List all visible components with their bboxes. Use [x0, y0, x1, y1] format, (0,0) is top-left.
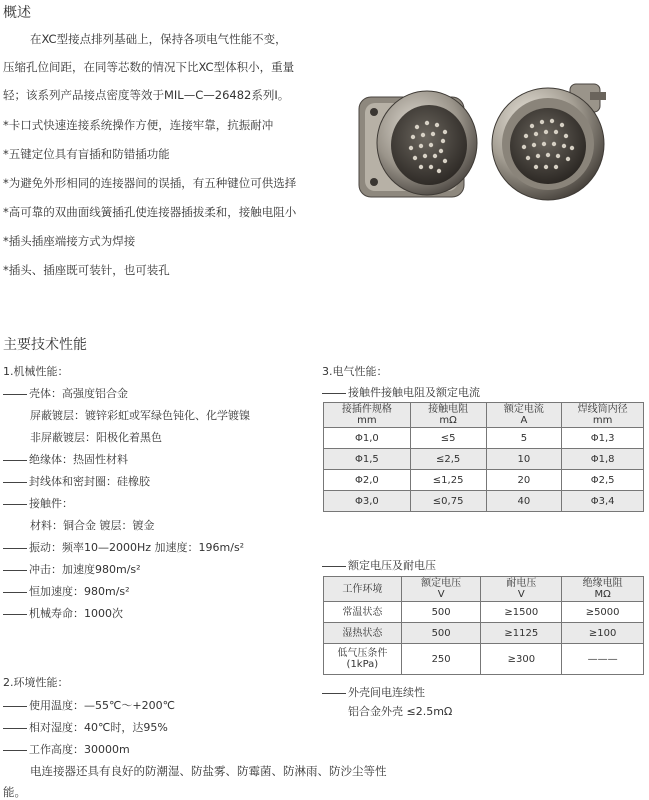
environment-line [3, 697, 175, 713]
table-cell: Φ3,0 [324, 491, 411, 512]
mechanical-line [3, 495, 73, 511]
mechanical-text: 振动：频率10—2000Hz 加速度：196m/s² [29, 541, 245, 554]
table-cell: ——— [562, 644, 644, 675]
feature-bullet: *插头插座端接方式为焊接 [3, 234, 136, 248]
table-cell: Φ1,5 [324, 449, 411, 470]
table-cell: 湿热状态 [324, 623, 402, 644]
table-header-cell: 焊线筒内径 mm [562, 403, 644, 428]
table-header-cell: 工作环境 [324, 577, 402, 602]
voltage-table [323, 576, 644, 675]
table-cell: Φ1,3 [562, 428, 644, 449]
mechanical-text: 冲击：加速度980m/s² [29, 563, 141, 576]
table-cell: 500 [401, 602, 481, 623]
voltage-heading [322, 557, 436, 573]
table-row [324, 644, 644, 675]
mechanical-text: 壳体：高强度铝合金 [29, 387, 128, 400]
mechanical-title: 1.机械性能： [3, 365, 69, 378]
dash-mark [322, 566, 346, 567]
table-cell: 20 [486, 470, 562, 491]
table-cell: ≤0,75 [410, 491, 486, 512]
dash-mark [3, 706, 27, 707]
table-header-cell: 耐电压 V [481, 577, 562, 602]
dash-mark [3, 614, 27, 615]
table-cell: Φ1,0 [324, 428, 411, 449]
table-cell: ≥1125 [481, 623, 562, 644]
mechanical-line [3, 583, 130, 599]
feature-bullet: *为避免外形相同的连接器间的误插，有五种键位可供选择 [3, 176, 297, 190]
table-cell: 10 [486, 449, 562, 470]
table-cell: ≤5 [410, 428, 486, 449]
environment-note-line-2: 能。 [3, 785, 26, 799]
contact-heading [322, 384, 480, 400]
environment-note-line-1: 电连接器还具有良好的防潮湿、防盐雾、防霉菌、防淋雨、防沙尘等性 [30, 764, 387, 778]
environment-text: 相对湿度：40℃时，达95% [29, 721, 168, 734]
table-row [324, 491, 644, 512]
dash-mark [3, 504, 27, 505]
electrical-title: 3.电气性能： [322, 365, 388, 378]
overview-para-line-1: 在XC型接点排列基础上，保持各项电气性能不变， [30, 32, 287, 46]
table-header-cell: 绝缘电阻 MΩ [562, 577, 644, 602]
environment-text: 使用温度：—55℃～+200℃ [29, 699, 175, 712]
mechanical-text: 恒加速度：980m/s² [29, 585, 130, 598]
table-cell: 常温状态 [324, 602, 402, 623]
table-row [324, 623, 644, 644]
environment-text: 工作高度：30000m [29, 743, 130, 756]
table-cell: 5 [486, 428, 562, 449]
table-cell: 40 [486, 491, 562, 512]
dash-mark [3, 482, 27, 483]
environment-title: 2.环境性能： [3, 676, 69, 689]
table-header-row [324, 403, 644, 428]
square-flange-receptacle-image [355, 85, 490, 205]
table-header-row [324, 577, 644, 602]
dash-mark [3, 548, 27, 549]
overview-para-line-2: 压缩孔位间距，在同等芯数的情况下比XC型体积小，重量 [3, 60, 295, 74]
dash-mark [3, 728, 27, 729]
mechanical-text: 机械寿命：1000次 [29, 607, 123, 620]
environment-line [3, 741, 130, 757]
table-cell: 250 [401, 644, 481, 675]
continuity-heading [322, 684, 425, 700]
dash-mark [3, 592, 27, 593]
contact-heading-text: 接触件接触电阻及额定电流 [348, 386, 480, 399]
table-cell: Φ3,4 [562, 491, 644, 512]
table-row [324, 428, 644, 449]
dash-mark [322, 393, 346, 394]
table-header-cell: 额定电流 A [486, 403, 562, 428]
mechanical-line [3, 539, 244, 555]
contact-resistance-table [323, 402, 644, 512]
mechanical-text: 封线体和密封圈：硅橡胶 [29, 475, 150, 488]
cable-plug-image [490, 78, 615, 203]
mechanical-line [3, 605, 123, 621]
table-row [324, 449, 644, 470]
table-row [324, 470, 644, 491]
mechanical-line [3, 451, 128, 467]
overview-title: 概述 [3, 5, 31, 21]
mechanical-line [3, 561, 141, 577]
dash-mark [3, 750, 27, 751]
specs-title: 主要技术性能 [3, 337, 87, 353]
mechanical-line: 材料：铜合金 镀层：镀金 [30, 519, 155, 532]
mechanical-text: 绝缘体：热固性材料 [29, 453, 128, 466]
overview-para-line-3: 轻；该系列产品接点密度等效于MIL—C—26482系列Ⅰ。 [3, 88, 290, 102]
table-cell: Φ2,0 [324, 470, 411, 491]
table-header-cell: 额定电压 V [401, 577, 481, 602]
table-cell: 500 [401, 623, 481, 644]
table-cell: ≥5000 [562, 602, 644, 623]
continuity-value: 铝合金外壳 ≤2.5mΩ [348, 705, 453, 718]
mechanical-text: 接触件： [29, 497, 73, 510]
table-cell: Φ1,8 [562, 449, 644, 470]
dash-mark [3, 570, 27, 571]
mechanical-line: 屏蔽镀层：镀锌彩虹或军绿色钝化、化学镀镍 [30, 409, 250, 422]
table-cell: 低气压条件 (1kPa) [324, 644, 402, 675]
dash-mark [3, 394, 27, 395]
table-cell: ≥1500 [481, 602, 562, 623]
feature-bullet: *卡口式快速连接系统操作方便，连接牢靠，抗振耐冲 [3, 118, 274, 132]
environment-line [3, 719, 168, 735]
voltage-heading-text: 额定电压及耐电压 [348, 559, 436, 572]
table-cell: ≥300 [481, 644, 562, 675]
mechanical-line: 非屏蔽镀层：阳极化着黑色 [30, 431, 162, 444]
feature-bullet: *五键定位具有盲插和防错插功能 [3, 147, 170, 161]
table-row [324, 602, 644, 623]
table-cell: ≤1,25 [410, 470, 486, 491]
table-header-cell: 接插件规格 mm [324, 403, 411, 428]
dash-mark [3, 460, 27, 461]
continuity-heading-text: 外壳间电连续性 [348, 686, 425, 699]
mechanical-line [3, 473, 150, 489]
table-cell: Φ2,5 [562, 470, 644, 491]
table-cell: ≤2,5 [410, 449, 486, 470]
table-cell: ≥100 [562, 623, 644, 644]
table-header-cell: 接触电阻 mΩ [410, 403, 486, 428]
feature-bullet: *插头、插座既可装针，也可装孔 [3, 263, 170, 277]
mechanical-line [3, 385, 128, 401]
dash-mark [322, 693, 346, 694]
feature-bullet: *高可靠的双曲面线簧插孔使连接器插拔柔和，接触电阻小 [3, 205, 297, 219]
